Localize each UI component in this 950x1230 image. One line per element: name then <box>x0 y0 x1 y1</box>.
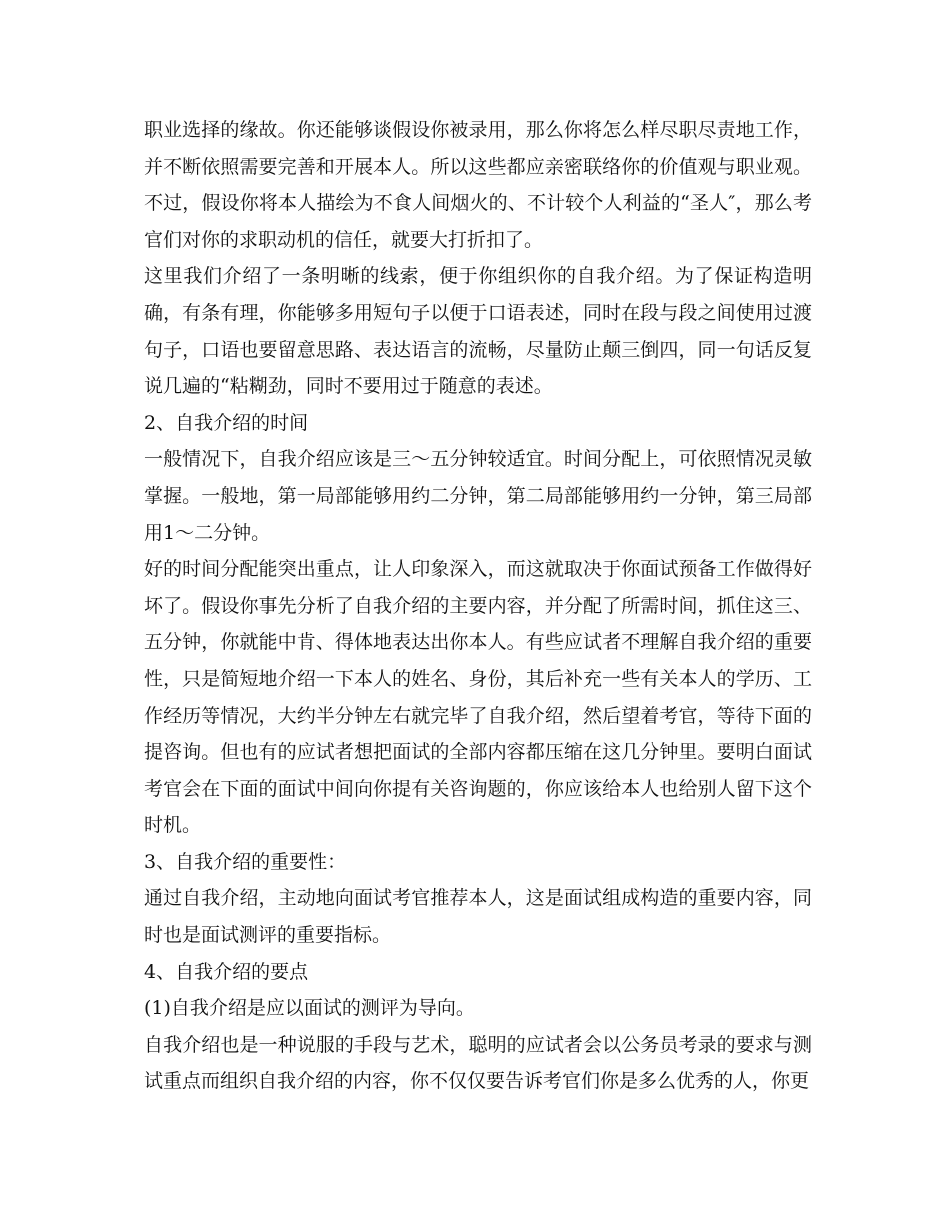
subheading-point-1: (1)自我介绍是应以面试的测评为导向。 <box>144 997 475 1020</box>
heading-section-4: 4、自我介绍的要点 <box>144 960 309 983</box>
paragraph-time-allocation: 一般情况下，自我介绍应该是三～五分钟较适宜。时间分配上，可依照情况灵敏掌握。一般地，第一局部能够用约二分钟，第二局部能够用约一分钟，第三局部用1～二分钟。 <box>144 448 812 544</box>
heading-section-3: 3、自我介绍的重要性： <box>144 850 347 873</box>
paragraph-motivation: 职业选择的缘故。你还能够谈假设你被录用，那么你将怎么样尽职尽责地工作，并不断依照需要完善和开展本人。所以这些都应亲密联络你的价值观与职业观。不过，假设你将本人描绘为不食人间烟火的、不计较个人利益的“圣人″，那么考官们对你的求职动机的信任，就要大打折扣了。 <box>144 119 812 251</box>
paragraph-time-emphasis: 好的时间分配能突出重点，让人印象深入，而这就取决于你面试预备工作做得好坏了。假设你事先分析了自我介绍的主要内容，并分配了所需时间，抓住这三、五分钟，你就能中肯、得体地表达出你本人。有些应试者不理解自我介绍的重要性，只是简短地介绍一下本人的姓名、身份，其后补充一些有关本人的学历、工作经历等情况，大约半分钟左右就完毕了自我介绍，然后望着考官，等待下面的提咨询。但也有的应试者想把面试的全部内容都压缩在这几分钟里。要明白面试考官会在下面的面试中间向你提有关咨询题的，你应该给本人也给别人留下这个时机。 <box>144 558 812 837</box>
paragraph-structure-tips: 这里我们介绍了一条明晰的线索，便于你组织你的自我介绍。为了保证构造明确，有条有理，你能够多用短句子以便于口语表述，同时在段与段之间使用过渡句子，口语也要留意思路、表达语言的流畅，尽量防止颠三倒四，同一句话反复说几遍的“粘糊劲，同时不要用过于随意的表述。 <box>144 265 812 398</box>
paragraph-persuasion: 自我介绍也是一种说服的手段与艺术，聪明的应试者会以公务员考录的要求与测试重点而组织自我介绍的内容，你不仅仅要告诉考官们你是多么优秀的人，你更 <box>144 1033 812 1093</box>
paragraph-importance: 通过自我介绍，主动地向面试考官推荐本人，这是面试组成构造的重要内容，同时也是面试测评的重要指标。 <box>144 887 812 947</box>
heading-section-2: 2、自我介绍的时间 <box>144 411 309 434</box>
document-body <box>144 112 812 1100</box>
